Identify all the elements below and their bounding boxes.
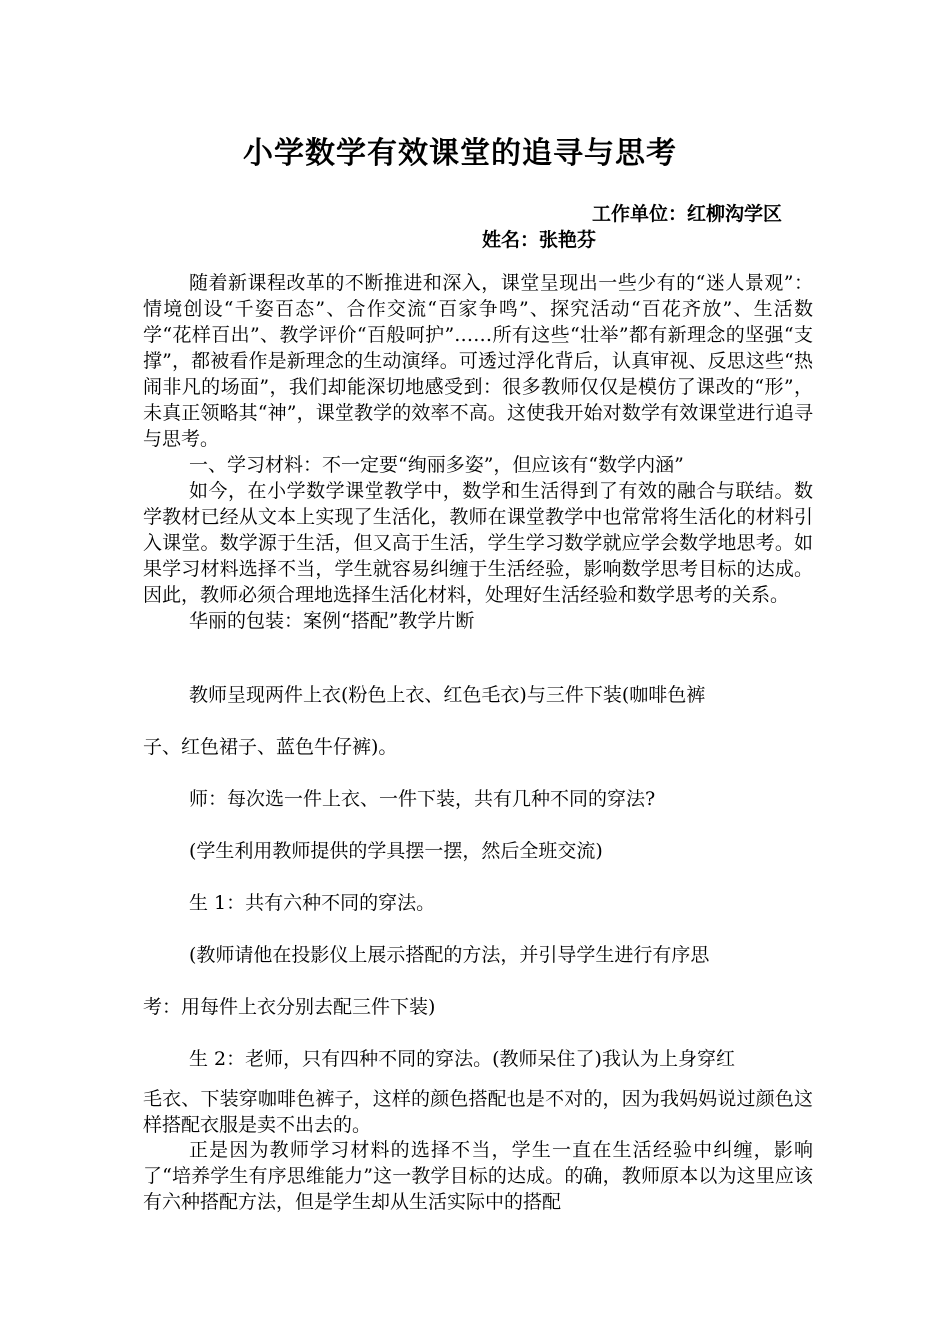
paragraph-closing: 正是因为教师学习材料的选择不当，学生一直在生活经验中纠缠，影响了“培养学生有序思维能力”这一教学目标的达成。的确，教师原本以为这里应该有六种搭配方法，但是学生却从生活实际中的搭配 [143,1139,813,1213]
case-line: (教师请他在投影仪上展示搭配的方法，并引导学生进行有序思 [189,944,710,966]
case-heading: 华丽的包装：案例“搭配”教学片断 [189,610,475,632]
paragraph-intro: 随着新课程改革的不断推进和深入，课堂呈现出一些少有的“迷人景观”：情境创设“千姿百态”、合作交流“百家争鸣”、探究活动“百花齐放”、生活数学“花样百出”、教学评价“百般呵护”……所有这些“壮举”都有新理念的坚强“支撑”，都被看作是新理念的生动演绎。可透过浮化背后，认真审视、反思这些“热闹非凡的场面”，我们却能深切地感受到：很多教师仅仅是模仿了课改的“形”，未真正领略其“神”，课堂教学的效率不高。这使我开始对数学有效课堂进行追寻与思考。 [143,272,813,450]
intro-section [143,270,813,634]
author-name: 姓名：张艳芬 [482,229,597,251]
document-title: 小学数学有效课堂的追寻与思考 [243,136,677,171]
case-line: 师：每次选一件上衣、一件下装，共有几种不同的穿法? [189,788,656,810]
case-line: (学生利用教师提供的学具摆一摆，然后全班交流) [189,840,603,862]
case-line: 教师呈现两件上衣(粉色上衣、红色毛衣)与三件下装(咖啡色裤 [189,684,706,706]
case-line: 毛衣、下装穿咖啡色裤子，这样的颜色搭配也是不对的，因为我妈妈说过颜色这样搭配衣服是卖不出去的。 [143,1088,813,1136]
case-line: 考：用每件上衣分别去配三件下装) [143,996,436,1018]
work-unit: 工作单位：红柳沟学区 [592,203,783,225]
case-line: 生 1：共有六种不同的穿法。 [189,892,436,914]
section-heading-1: 一、学习材料：不一定要“绚丽多姿”，但应该有“数学内涵” [189,454,684,476]
case-line: 子、红色裙子、蓝色牛仔裤)。 [143,736,398,758]
paragraph-materials: 如今，在小学数学课堂教学中，数学和生活得到了有效的融合与联结。数学教材已经从文本上实现了生活化，教师在课堂教学中也常常将生活化的材料引入课堂。数学源于生活，但又高于生活，学生学习数学就应学会数学地思考。如果学习材料选择不当，学生就容易纠缠于生活经验，影响数学思考目标的达成。因此，教师必须合理地选择生活化材料，处理好生活经验和数学思考的关系。 [143,480,813,606]
closing-section [143,1137,813,1215]
case-line: 生 2：老师，只有四种不同的穿法。(教师呆住了)我认为上身穿红 [189,1048,735,1070]
case-section [143,682,813,1138]
